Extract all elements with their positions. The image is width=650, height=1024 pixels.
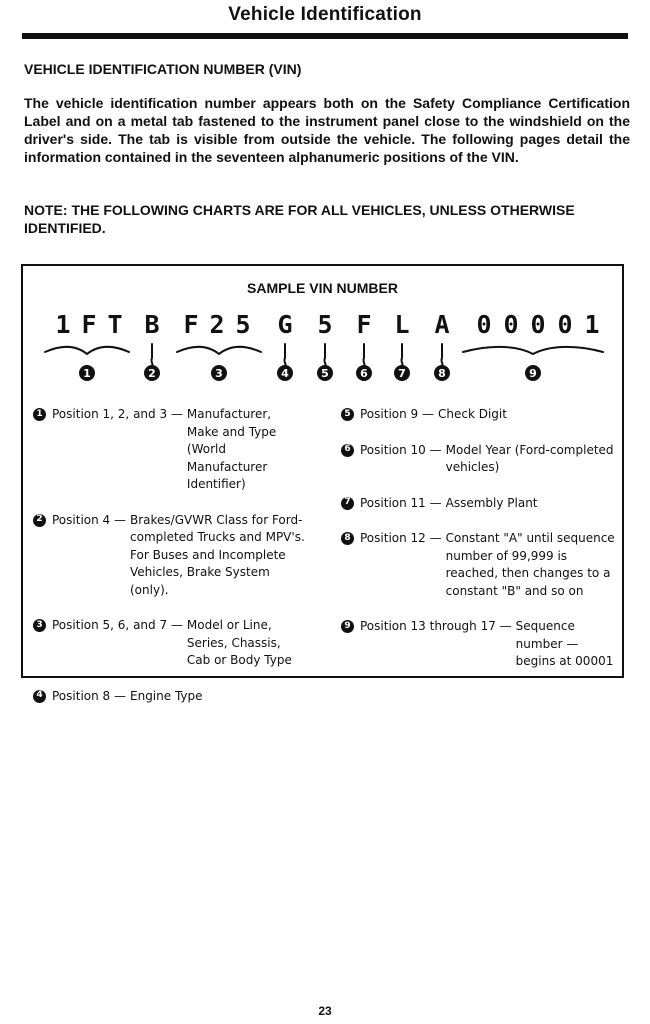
vin-char: F (81, 310, 97, 339)
legend-item (33, 688, 323, 706)
stem-8 (441, 344, 442, 366)
vin-callout-diagram (23, 340, 623, 386)
vin-char: 5 (317, 310, 333, 339)
legend-description: Assembly Plant (445, 495, 538, 510)
vin-char: T (107, 310, 123, 339)
callout-4-label: 4 (281, 367, 289, 380)
page-title: Vehicle Identification (228, 4, 422, 25)
legend-item (33, 512, 323, 600)
title-rule (22, 33, 628, 39)
callout-9-label: 9 (529, 367, 537, 380)
vin-char: 0 (530, 310, 546, 339)
brace-1 (45, 347, 129, 354)
legend-number-badge: 2 (33, 514, 46, 527)
legend-description: Check Digit (438, 407, 507, 421)
page-number: 23 (318, 1004, 332, 1018)
callout-6-label: 6 (360, 367, 368, 380)
legend-description: Manufacturer, Make and Type (World Manufacturer Identifier) (186, 407, 277, 491)
legend-number-badge: 6 (341, 444, 354, 457)
legend-number-badge: 7 (341, 497, 354, 510)
vin-char: A (434, 310, 450, 339)
intro-paragraph: The vehicle identification number appears both on the Safety Compliance Certification Label and on a metal tab fastened to the instrument panel close to the windshield on the driver's side. The tab is visible from outside the vehicle. The following pages detail the information contained in the seventeen alphanumeric positions of the VIN. (24, 95, 630, 165)
brace-9 (463, 347, 603, 354)
callout-7-label: 7 (398, 367, 406, 380)
legend-item (33, 617, 323, 670)
legend-number-badge: 5 (341, 408, 354, 421)
vin-char: 1 (55, 310, 71, 339)
legend-position-label: Position 12 — (360, 531, 442, 545)
callout-2-label: 2 (148, 367, 156, 380)
legend-position-label: Position 5, 6, and 7 — (52, 618, 183, 632)
stem-5 (324, 344, 325, 366)
note-paragraph: NOTE: THE FOLLOWING CHARTS ARE FOR ALL VEHICLES, UNLESS OTHERWISE IDENTIFIED. (24, 202, 575, 236)
legend-left-column (33, 406, 323, 705)
legend-position-label: Position 11 — (360, 495, 442, 510)
vin-char: 0 (476, 310, 492, 339)
legend-description: Model or Line, Series, Chassis, Cab or Body Type (186, 618, 292, 667)
vin-char: 0 (557, 310, 573, 339)
vin-char: B (144, 310, 160, 339)
legend-description: Sequence number — begins at 00001 (515, 619, 614, 668)
legend-item (341, 495, 621, 513)
vin-char: 2 (209, 310, 225, 339)
stem-2 (151, 344, 152, 366)
vin-char: F (183, 310, 199, 339)
legend-item (33, 406, 323, 494)
vin-char: 5 (235, 310, 251, 339)
legend-number-badge: 8 (341, 532, 354, 545)
vin-char: 1 (584, 310, 600, 339)
legend-item (341, 530, 621, 600)
legend-number-badge: 1 (33, 408, 46, 421)
section-heading: VEHICLE IDENTIFICATION NUMBER (VIN) (24, 61, 302, 77)
stem-6 (363, 344, 364, 366)
legend-item (341, 618, 621, 671)
brace-3 (177, 347, 261, 354)
legend-description: Engine Type (130, 688, 203, 703)
legend-position-label: Position 4 — (52, 512, 126, 527)
stem-7 (401, 344, 402, 366)
legend-position-label: Position 1, 2, and 3 — (52, 407, 183, 421)
legend-number-badge: 9 (341, 620, 354, 633)
callout-5-label: 5 (321, 367, 329, 380)
callout-1-label: 1 (83, 367, 91, 380)
legend-position-label: Position 10 — (360, 442, 442, 457)
legend-number-badge: 4 (33, 690, 46, 703)
legend-position-label: Position 8 — (52, 688, 126, 703)
legend-description: Model Year (Ford-completed vehicles) (445, 442, 614, 474)
sample-vin-title: SAMPLE VIN NUMBER (247, 280, 398, 296)
sample-vin-chart (21, 264, 624, 703)
vin-char: F (356, 310, 372, 339)
callout-3-label: 3 (215, 367, 223, 380)
legend-description: Brakes/GVWR Class for Ford-completed Trucks and MPV's. For Buses and Incomplete Vehicles, Brake System (only). (130, 512, 305, 597)
legend-position-label: Position 13 through 17 — (360, 619, 512, 633)
legend-item (341, 406, 621, 424)
legend-description: Constant "A" until sequence number of 99,999 is reached, then changes to a constant "B" and so on (445, 531, 615, 598)
stem-4 (284, 344, 285, 366)
legend-item (341, 442, 621, 477)
legend-position-label: Position 9 — (360, 407, 434, 421)
legend-number-badge: 3 (33, 619, 46, 632)
vin-char: G (277, 310, 293, 339)
vin-char: L (394, 310, 410, 339)
vin-char: 0 (503, 310, 519, 339)
legend-right-column (341, 406, 621, 671)
callout-8-label: 8 (438, 367, 446, 380)
